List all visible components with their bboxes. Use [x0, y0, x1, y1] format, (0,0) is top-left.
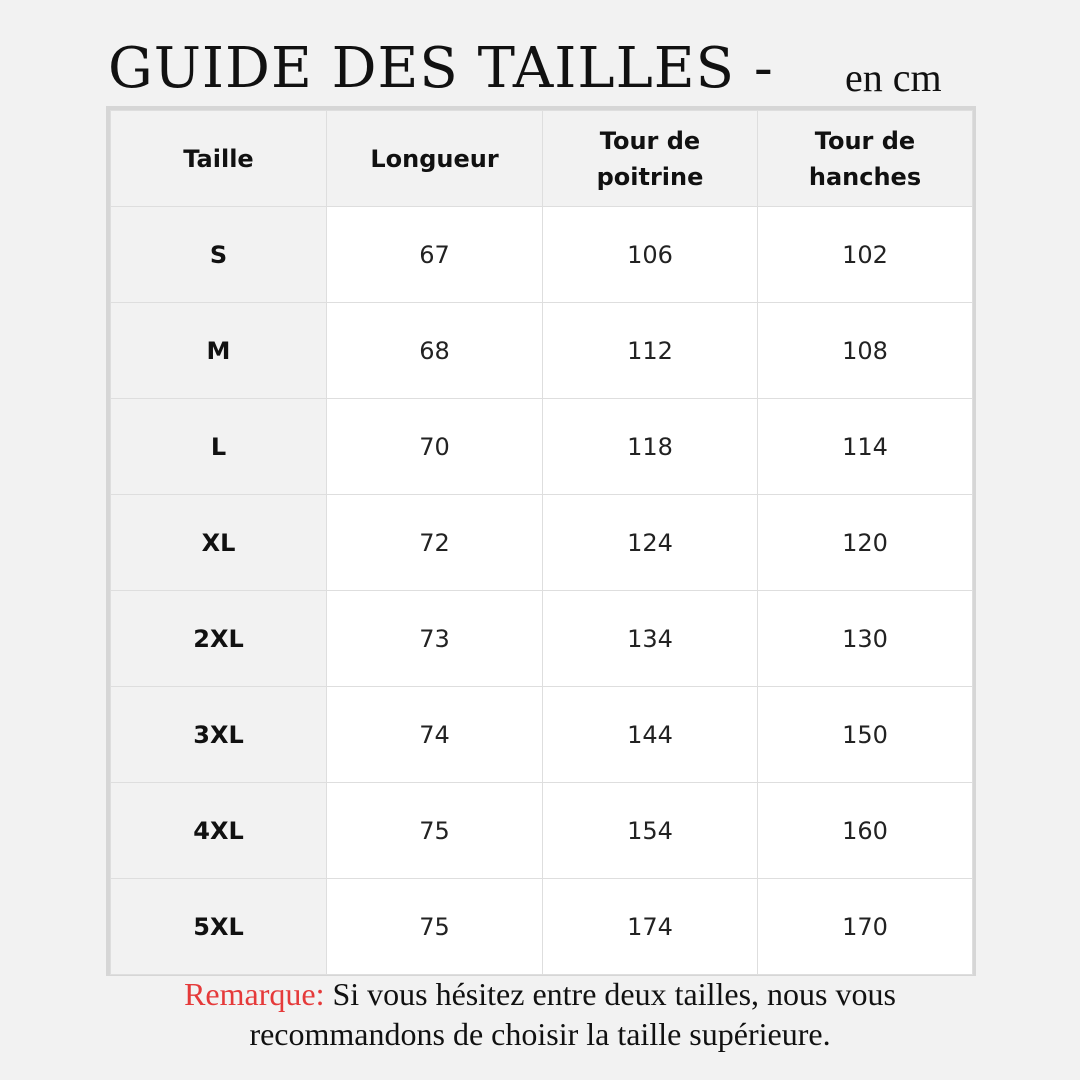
remark-line-1: [0, 974, 1080, 1014]
size-cell: 2XL: [111, 591, 327, 687]
size-cell: XL: [111, 495, 327, 591]
poitrine-cell: 154: [543, 783, 758, 879]
longueur-cell: 68: [327, 303, 543, 399]
size-table-frame: [106, 106, 976, 976]
poitrine-cell: 124: [543, 495, 758, 591]
header-taille: [111, 111, 327, 207]
header-label: Tour de hanches: [808, 126, 922, 191]
size-cell: 3XL: [111, 687, 327, 783]
table-row: [111, 495, 973, 591]
header-label: Taille: [183, 144, 254, 173]
hanches-cell: 130: [758, 591, 973, 687]
longueur-cell: 74: [327, 687, 543, 783]
size-cell: S: [111, 207, 327, 303]
longueur-cell: 67: [327, 207, 543, 303]
longueur-cell: 75: [327, 879, 543, 975]
longueur-cell: 75: [327, 783, 543, 879]
header-label: Tour de poitrine: [596, 126, 704, 191]
table-row: [111, 399, 973, 495]
size-cell: M: [111, 303, 327, 399]
longueur-cell: 70: [327, 399, 543, 495]
size-cell: 5XL: [111, 879, 327, 975]
header-tour-de-poitrine: [543, 111, 758, 207]
hanches-cell: 170: [758, 879, 973, 975]
size-cell: 4XL: [111, 783, 327, 879]
poitrine-cell: 118: [543, 399, 758, 495]
hanches-cell: 114: [758, 399, 973, 495]
poitrine-cell: 144: [543, 687, 758, 783]
size-cell: L: [111, 399, 327, 495]
page-title: GUIDE DES TAILLES -: [108, 36, 774, 101]
remark-text-1: Si vous hésitez entre deux tailles, nous vous: [324, 976, 896, 1012]
header-tour-de-hanches: [758, 111, 973, 207]
table-row: [111, 783, 973, 879]
table-row: [111, 687, 973, 783]
remark-label: Remarque:: [184, 976, 325, 1012]
remark-text-2: recommandons de choisir la taille supérieure.: [249, 1016, 831, 1052]
unit-label: en cm: [845, 55, 942, 100]
poitrine-cell: 112: [543, 303, 758, 399]
hanches-cell: 120: [758, 495, 973, 591]
remark-note: [0, 974, 1080, 1054]
table-row: [111, 303, 973, 399]
longueur-cell: 72: [327, 495, 543, 591]
hanches-cell: 108: [758, 303, 973, 399]
poitrine-cell: 106: [543, 207, 758, 303]
hanches-cell: 102: [758, 207, 973, 303]
table-header-row: [111, 111, 973, 207]
table-row: [111, 207, 973, 303]
table-row: [111, 879, 973, 975]
hanches-cell: 150: [758, 687, 973, 783]
header-longueur: [327, 111, 543, 207]
longueur-cell: 73: [327, 591, 543, 687]
size-table: [110, 110, 973, 975]
table-row: [111, 591, 973, 687]
poitrine-cell: 134: [543, 591, 758, 687]
poitrine-cell: 174: [543, 879, 758, 975]
header-label: Longueur: [370, 144, 499, 173]
title-row: [0, 30, 1080, 116]
hanches-cell: 160: [758, 783, 973, 879]
